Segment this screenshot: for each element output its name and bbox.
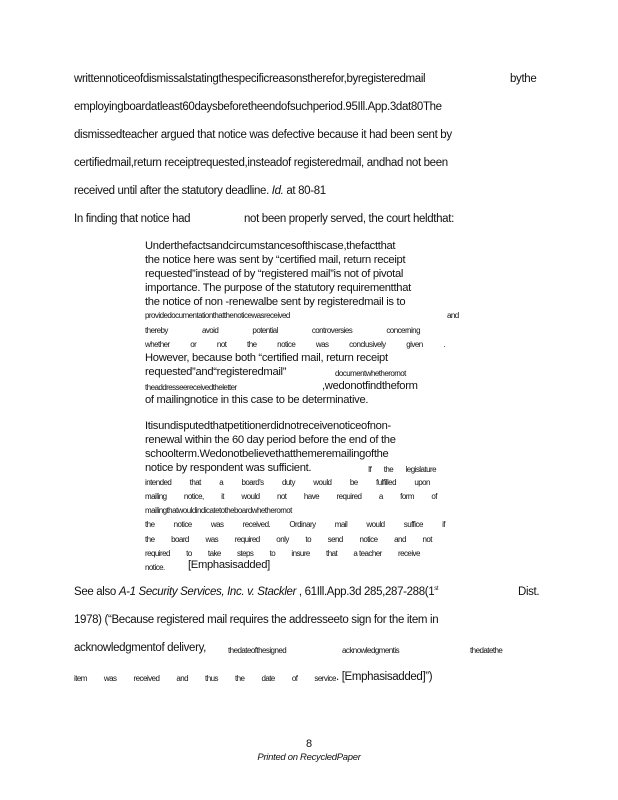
word: was (210, 520, 224, 529)
word: to (305, 535, 311, 544)
word: that (189, 478, 201, 487)
word: receive (397, 549, 420, 558)
quote-line (145, 240, 395, 252)
word: be (349, 478, 358, 487)
word: required (234, 535, 260, 544)
after-line-3d (470, 646, 502, 655)
word: potential (252, 326, 278, 335)
quote-line (145, 492, 437, 501)
word: notice, (183, 492, 204, 501)
quote-line (145, 326, 420, 335)
quote-line (145, 340, 445, 349)
word: to (186, 549, 192, 558)
text: dismissedteacher argued that notice was defective because it had been sent by (74, 129, 452, 141)
word: item (74, 674, 87, 683)
body-line-1-end (510, 73, 536, 85)
word: the (383, 465, 394, 474)
word: the (247, 340, 257, 349)
word: was (205, 535, 219, 544)
text: 1978) (“Because registered mail requires the addresseeto sign for the item in (74, 614, 439, 626)
word: would (313, 478, 332, 487)
word: mailing (145, 492, 167, 501)
text: writtennoticeofdismissalstatingthespecificreasonstherefor,byregisteredmail (74, 73, 426, 85)
word: was (315, 340, 329, 349)
quote-line (145, 420, 391, 432)
word: and (394, 535, 406, 544)
text: [Emphasisadded] (188, 559, 270, 571)
text: Dist. (518, 586, 540, 598)
text: documentwhetherornot (335, 369, 406, 378)
word: thereby (145, 326, 168, 335)
text: mailingthatwouldindicatetotheboardwhetherornot (145, 506, 292, 515)
body-line-1 (74, 73, 425, 85)
after-line-4 (74, 674, 336, 683)
quote-line (145, 366, 286, 378)
body-line-6 (74, 213, 190, 225)
quote-line (368, 465, 436, 474)
text: theaddresseereceivedtheletter (145, 383, 237, 392)
word: notice (277, 340, 296, 349)
see-also-line-end (518, 586, 539, 598)
word: service (314, 674, 336, 683)
body-line-4 (74, 157, 448, 169)
word: not (276, 492, 287, 501)
word: mail (334, 520, 348, 529)
text: providedocumentationthatthenoticewasreceived (145, 311, 290, 320)
word: form (400, 492, 414, 501)
word: whether (145, 340, 170, 349)
text: importance. The purpose of the statutory requirementthat (145, 282, 411, 294)
word: conclusively (349, 340, 386, 349)
text: , 61Ill.App.3d 285,287-288(1 (298, 586, 435, 598)
quote-line (335, 369, 406, 378)
text: renewal within the 60 day period before the end of the (145, 434, 396, 446)
quote-line (145, 563, 165, 572)
word: it (221, 492, 224, 501)
text: notice. (145, 563, 165, 572)
word: the (234, 674, 245, 683)
text: thedatethe (470, 646, 503, 655)
word: controversies (311, 326, 353, 335)
body-line-5 (74, 185, 326, 197)
word: send (327, 535, 343, 544)
text: employingboardatleast60daysbeforetheendofsuchperiod.95Ill.App.3dat80The (74, 101, 442, 113)
text: thedateofthesigned (228, 646, 287, 655)
word: concerning (386, 326, 420, 335)
text: at 80-81 (286, 185, 326, 197)
word: of (291, 674, 298, 683)
quote-line (145, 478, 430, 487)
footer-note: Printed on RecycledPaper (257, 752, 361, 763)
quote-line (145, 506, 292, 515)
word: or (190, 340, 197, 349)
word: board (171, 535, 189, 544)
word: date (261, 674, 275, 683)
quote-line (322, 380, 418, 392)
word: would (366, 520, 385, 529)
word: would (241, 492, 260, 501)
word: and (176, 674, 189, 683)
text: acknowledgmentis (342, 646, 400, 655)
text: schoolterm.Wedonotbelievethatthemeremailingofthe (145, 448, 389, 460)
word: the (145, 520, 155, 529)
word: not (216, 340, 227, 349)
word: fulfilled (376, 478, 396, 487)
word: intended (145, 478, 172, 487)
text: Underthefactsandcircumstancesofthiscase,thefactthat (145, 240, 396, 252)
word: thus (205, 674, 218, 683)
word: duty (282, 478, 295, 487)
text: not been properly served, the court heldthat: (244, 213, 454, 225)
quote-line (145, 383, 237, 392)
quote-line (145, 352, 388, 364)
text: Itisundisputedthatpetitionerdidnotreceivenoticeofnon- (145, 420, 391, 432)
word: received. (242, 520, 271, 529)
word: that (326, 549, 338, 558)
quote-line (145, 535, 432, 544)
text: requested”and“registeredmail” (145, 366, 287, 378)
word: board's (241, 478, 264, 487)
word: insure (291, 549, 310, 558)
quote-line (145, 282, 411, 294)
after-line-3c (342, 646, 399, 655)
text: requested”instead of by “registered mail”is not of pivotal (145, 268, 404, 280)
word: suffice (403, 520, 423, 529)
text: of mailingnotice in this case to be determinative. (145, 394, 369, 406)
word: notice (173, 520, 192, 529)
word: a teacher (353, 549, 382, 558)
quote-line (145, 448, 388, 460)
text: ,wedonotfindtheform (322, 380, 418, 392)
word: If (368, 465, 372, 474)
word: legislature (405, 465, 436, 474)
case-name: A-1 Security Services, Inc. v. Stackler (118, 586, 297, 598)
text: certifiedmail,return receiptrequested,insteadof registeredmail, andhad not been (74, 157, 448, 169)
after-line-3b (228, 646, 286, 655)
see-also-line (74, 586, 438, 598)
word: received (133, 674, 160, 683)
quote-line (145, 434, 396, 446)
body-line-6-end (244, 213, 454, 225)
word: required (336, 492, 362, 501)
text: and (447, 311, 459, 320)
text: Id. (271, 185, 284, 197)
quote-line (145, 520, 445, 529)
word: steps (237, 549, 254, 558)
word: avoid (201, 326, 219, 335)
text: acknowledgmentof delivery, (74, 642, 206, 654)
quote-line (145, 254, 405, 266)
text: bythe (510, 73, 537, 85)
text: received until after the statutory deadline. (74, 185, 269, 197)
word: a (219, 478, 224, 487)
quote-line (145, 462, 311, 474)
word: only (276, 535, 289, 544)
word: not (422, 535, 432, 544)
quote-line (145, 296, 405, 308)
word: notice (359, 535, 378, 544)
word: the (145, 535, 155, 544)
body-line-3 (74, 129, 452, 141)
word: to (269, 549, 276, 558)
word: take (207, 549, 221, 558)
quote-line (145, 549, 420, 558)
text: the notice of non -renewalbe sent by registeredmail is to (145, 296, 406, 308)
word: upon (414, 478, 430, 487)
word: was (103, 674, 117, 683)
text: However, because both “certified mail, return receipt (145, 352, 388, 364)
quote-line (145, 311, 290, 320)
quote-line (188, 559, 270, 571)
text: notice by respondent was sufficient. (145, 462, 312, 474)
word: . (443, 340, 445, 349)
word: if (442, 520, 445, 529)
quote-line (447, 311, 459, 320)
text: the notice here was sent by “certified mail, return receipt (145, 254, 406, 266)
word: of (431, 492, 437, 501)
word: given (406, 340, 423, 349)
text: See also (74, 586, 116, 598)
ordinal-suffix: st (434, 586, 439, 592)
word: required (145, 549, 170, 558)
after-line-2 (74, 614, 438, 626)
body-line-2 (74, 101, 442, 113)
quote-line (145, 268, 403, 280)
word: Ordinary (289, 520, 316, 529)
word: a (378, 492, 383, 501)
text: . [Emphasisadded]”) (336, 671, 433, 683)
quote-line (145, 394, 368, 406)
after-line-3 (74, 642, 206, 654)
word: have (303, 492, 320, 501)
after-line-4-end (336, 671, 432, 683)
text: In finding that notice had (74, 213, 191, 225)
page-number: 8 (305, 738, 313, 750)
